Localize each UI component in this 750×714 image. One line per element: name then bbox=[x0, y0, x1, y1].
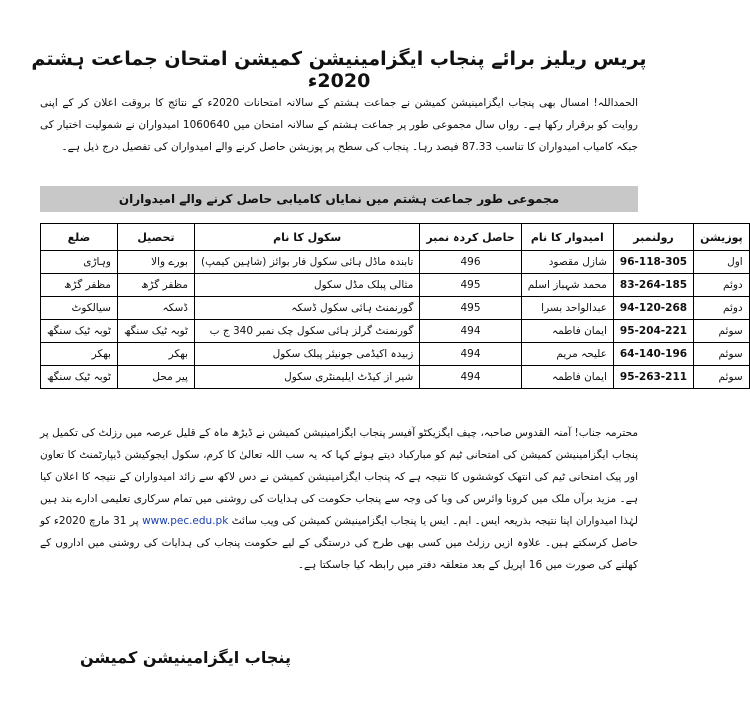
cell-roll: 94-120-268 bbox=[613, 297, 693, 320]
col-roll: رولنمبر bbox=[613, 224, 693, 251]
cell-tehsil: پیر محل bbox=[117, 366, 194, 389]
cell-name: علیحہ مریم bbox=[521, 343, 613, 366]
table-row bbox=[41, 343, 750, 366]
table-row bbox=[41, 320, 750, 343]
cell-marks: 495 bbox=[420, 297, 521, 320]
cell-tehsil: ڈسکہ bbox=[117, 297, 194, 320]
cell-roll: 64-140-196 bbox=[613, 343, 693, 366]
cell-marks: 494 bbox=[420, 343, 521, 366]
cell-position: سوئم bbox=[694, 366, 750, 389]
cell-name: ایمان فاطمہ bbox=[521, 320, 613, 343]
cell-marks: 494 bbox=[420, 320, 521, 343]
closing-paragraph bbox=[40, 422, 638, 576]
cell-district: ٹوبہ ٹیک سنگھ bbox=[41, 366, 118, 389]
cell-position: دوئم bbox=[694, 297, 750, 320]
cell-district: بھکر bbox=[41, 343, 118, 366]
cell-district: سیالکوٹ bbox=[41, 297, 118, 320]
cell-school: گورنمنٹ گرلز ہائی سکول چک نمبر 340 ج ب bbox=[194, 320, 419, 343]
cell-position: اول bbox=[694, 251, 750, 274]
cell-tehsil: مظفر گڑھ bbox=[117, 274, 194, 297]
cell-position: سوئم bbox=[694, 320, 750, 343]
cell-name: محمد شہباز اسلم bbox=[521, 274, 613, 297]
closing-text-a: محترمہ جناب! آمنہ القدوس صاحبہ، چیف ایگزیکٹو آفیسر پنجاب ایگزامینیشن کمیشن نے ڈیڑھ ماہ کے قلیل عرصہ میں رزلٹ کی تکمیل پر پنجاب ایگزامینیشن کمیشن کی امتحانی ٹیم کو مبارکباد دیتے ہوئے کہا کہ یہ سب اللہ تعالیٰ کا کرم، سکول ایجوکیشن ڈیپارٹمنٹ کا تعاون اور پیک امتحانی ٹیم کی انتھک کوششوں کا نتیجہ ہے کہ پنجاب ایگزامینیشن کمیشن نے دس لاکھ سے زائد امیدواران کے نتیجہ کا اعلان کیا ہے۔ مزید برآں ملک میں کرونا وائرس کی وبا کی وجہ سے پنجاب حکومت کی ہدایات کی روشنی میں تمام سرکاری تعلیمی ادارے بند ہیں لہٰذا امیدواران اپنا نتیجہ بذریعہ ایس۔ ایم۔ ایس یا پنجاب ایگزامینیشن کمیشن کی ویب سائٹ bbox=[40, 427, 638, 527]
table-row bbox=[41, 297, 750, 320]
col-position: پوزیشن bbox=[694, 224, 750, 251]
cell-tehsil: ٹوبہ ٹیک سنگھ bbox=[117, 320, 194, 343]
cell-tehsil: بورے والا bbox=[117, 251, 194, 274]
intro-paragraph: الحمداللہ! امسال بھی پنجاب ایگزامینیشن کمیشن نے جماعت ہشتم کے سالانہ امتحانات 2020ء کے نتائج کا بروقت اعلان کر کے اپنی روایت کو برقرار رکھا ہے۔ رواں سال مجموعی طور پر جماعت ہشتم کے سالانہ امتحان میں 1060640 امیدواران نے شمولیت اختیار کی جبکہ کامیاب امیدواران کا تناسب 87.33 فیصد رہا۔ پنجاب کی سطح پر پوزیشن حاصل کرنے والے امیدواران کی تفصیل درج ذیل ہے۔ bbox=[40, 97, 638, 153]
cell-marks: 494 bbox=[420, 366, 521, 389]
cell-school: شیر از کیڈٹ ایلیمنٹری سکول bbox=[194, 366, 419, 389]
cell-roll: 95-263-211 bbox=[613, 366, 693, 389]
col-school: سکول کا نام bbox=[194, 224, 419, 251]
cell-district: ٹوبہ ٹیک سنگھ bbox=[41, 320, 118, 343]
cell-marks: 496 bbox=[420, 251, 521, 274]
table-heading: مجموعی طور جماعت ہشتم میں نمایاں کامیابی حاصل کرنے والے امیدواران bbox=[40, 186, 638, 212]
table-row bbox=[41, 366, 750, 389]
cell-school: زبیدہ اکیڈمی جونیئر پبلک سکول bbox=[194, 343, 419, 366]
table-header-row bbox=[41, 224, 750, 251]
cell-position: سوئم bbox=[694, 343, 750, 366]
table-row bbox=[41, 251, 750, 274]
cell-roll: 95-204-221 bbox=[613, 320, 693, 343]
document-title: پریس ریلیز برائے پنجاب ایگزامینیشن کمیشن امتحان جماعت ہشتم 2020ء bbox=[31, 48, 647, 92]
col-name: امیدوار کا نام bbox=[521, 224, 613, 251]
col-tehsil: تحصیل bbox=[117, 224, 194, 251]
cell-marks: 495 bbox=[420, 274, 521, 297]
signature: پنجاب ایگزامینیشن کمیشن bbox=[80, 648, 291, 667]
table-row bbox=[41, 274, 750, 297]
cell-district: مظفر گڑھ bbox=[41, 274, 118, 297]
cell-school: تابندہ ماڈل ہائی سکول فار بوائز (شاہین کیمپ) bbox=[194, 251, 419, 274]
cell-school: گورنمنٹ ہائی سکول ڈسکہ bbox=[194, 297, 419, 320]
cell-roll: 83-264-185 bbox=[613, 274, 693, 297]
results-table bbox=[40, 223, 750, 389]
col-marks: حاصل کردہ نمبر bbox=[420, 224, 521, 251]
cell-school: مثالی پبلک مڈل سکول bbox=[194, 274, 419, 297]
cell-name: عبدالواحد بسرا bbox=[521, 297, 613, 320]
cell-name: شازل مقصود bbox=[521, 251, 613, 274]
cell-district: وہاڑی bbox=[41, 251, 118, 274]
cell-name: ایمان فاطمہ bbox=[521, 366, 613, 389]
col-district: ضلع bbox=[41, 224, 118, 251]
closing-text-b: پر 31 مارچ 2020ء کو حاصل کرسکتے ہیں۔ علاوہ ازیں رزلٹ میں کسی بھی طرح کی درستگی کے لیے حکومت پنجاب کی ہدایات کی روشنی میں اداروں کے کھلنے کی صورت میں 16 اپریل کے بعد متعلقہ دفتر میں رابطہ کیا جاسکتا ہے۔ bbox=[40, 515, 638, 571]
cell-tehsil: بھکر bbox=[117, 343, 194, 366]
website-link[interactable]: www.pec.edu.pk bbox=[142, 515, 229, 527]
cell-position: دوئم bbox=[694, 274, 750, 297]
cell-roll: 96-118-305 bbox=[613, 251, 693, 274]
